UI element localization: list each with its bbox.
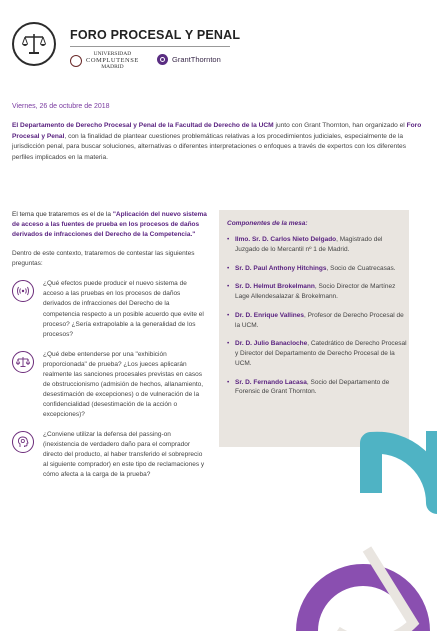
panel-member <box>227 311 409 331</box>
ucm-seal-icon <box>70 55 82 67</box>
member-name: Ilmo. Sr. D. Carlos Nieto Delgado <box>235 236 337 243</box>
question-text: ¿Qué efectos puede producir el nuevo sistema de acceso a las pruebas en los procesos de daños derivados de infracciones del Derecho de la competencia respecto a un posible acuerdo que evite el proceso? ¿Sería extrapolable a la generalidad de los procesos? <box>43 280 204 338</box>
event-date: Viernes, 26 de octubre de 2018 <box>12 103 110 110</box>
member-role: , Magistrado del Juzgado de lo Mercantil nº 1 de Madrid. <box>235 236 383 253</box>
intro-forum-name: Foro Procesal y Penal <box>12 122 422 140</box>
grant-thornton-logo <box>157 54 221 65</box>
context-paragraph: Dentro de este contexto, trataremos de contestar las siguientes preguntas: <box>12 250 195 268</box>
intro-paragraph <box>12 121 424 163</box>
member-name: Sr. D. Helmut Brokelmann <box>235 283 315 291</box>
grant-thornton-name: GrantThornton <box>172 55 221 64</box>
ucm-line-1: UNIVERSIDAD <box>93 51 132 57</box>
panel-title: Componentes de la mesa: <box>227 220 308 227</box>
member-name: Sr. D. Fernando Lacasa <box>235 378 307 386</box>
sound-waves-icon <box>12 280 34 302</box>
ucm-line-2: COMPLUTENSE <box>86 56 139 64</box>
panel-member <box>227 264 409 274</box>
grant-thornton-mark-icon <box>157 54 168 65</box>
intro-rest: , con la finalidad de plantear cuestiones problemáticas relativas a los procedimientos judiciales, especialmente de la jurisdicción penal, para buscar soluciones, alternativas o diferentes interpretaciones o enfoques a través de expertos con los diferentes perfiles implicados en la materia. <box>12 132 407 161</box>
intro-mid: junto con Grant Thornton, han organizado el <box>273 122 407 129</box>
scales-of-justice-logo <box>12 22 56 66</box>
panel-member <box>227 378 409 398</box>
member-name: Dr. D. Julio Banacloche <box>235 340 308 348</box>
member-role: , Socio de Cuatrecasas. <box>326 264 396 272</box>
question-text: ¿Qué debe entenderse por una "exhibición proporcionada" de prueba? ¿Los jueces aplicarán realmente las sanciones procesales previstas en casos de obstruccionismo (admisión de hechos, allanamiento, desestimación de excepciones) o de vulneración de la confidencialidad (desestimación de la acción o excepciones)? <box>43 350 204 419</box>
decorative-arcs <box>237 431 437 631</box>
question-item <box>12 350 208 420</box>
bullet-icon: • <box>227 283 230 291</box>
intro-organizer: El Departamento de Derecho Procesal y Penal de la Facultad de Derecho de la UCM <box>12 122 274 129</box>
theme-lead: El tema que trataremos es el de la <box>12 211 113 218</box>
bullet-icon: • <box>227 340 230 348</box>
left-column <box>12 210 208 480</box>
header <box>12 22 432 72</box>
forum-title: FORO PROCESAL Y PENAL <box>70 28 241 42</box>
member-name: Sr. D. Paul Anthony Hitchings <box>235 264 327 272</box>
panel-member <box>227 235 409 255</box>
member-role: , Socio Director de Martínez Lage Allendesalazar & Brokelmann. <box>235 283 396 300</box>
theme-topic: "Aplicación del nuevo sistema de acceso a las fuentes de prueba en los procesos de daños derivados de infracciones del Derecho de la Competencia." <box>12 211 207 239</box>
panel-member <box>227 339 409 368</box>
bullet-icon: • <box>227 264 230 272</box>
member-role: , Socio del Departamento de Forensic de Grant Thornton. <box>235 378 390 396</box>
member-role: , Profesor de Derecho Procesal de la UCM. <box>235 311 404 329</box>
question-item <box>12 279 208 339</box>
scales-icon <box>12 351 34 373</box>
scales-icon <box>21 32 47 56</box>
head-gear-icon <box>12 431 34 453</box>
bullet-icon: • <box>227 378 230 386</box>
teal-arc <box>371 431 437 503</box>
bullet-icon: • <box>227 311 230 319</box>
ucm-logo <box>70 52 139 70</box>
member-role: , Catedrático de Derecho Procesal y Director del Departamento de Derecho Procesal de la UCM. <box>235 340 407 367</box>
member-name: Dr. D. Enrique Vallines <box>235 311 304 319</box>
theme-paragraph <box>12 210 208 240</box>
panel-members <box>219 210 409 447</box>
ucm-line-3: MADRID <box>101 63 124 70</box>
title-divider <box>70 46 230 47</box>
panel-member <box>227 282 409 302</box>
bullet-icon: • <box>227 236 230 243</box>
question-item <box>12 430 208 480</box>
question-text: ¿Conviene utilizar la defensa del passing-on (inexistencia de verdadero daño para el comprador directo del producto, al haber transferido el sobreprecio al siguiente comprador) en este tipo de reclamaciones y cómo afecta a la carga de la prueba? <box>43 431 205 479</box>
